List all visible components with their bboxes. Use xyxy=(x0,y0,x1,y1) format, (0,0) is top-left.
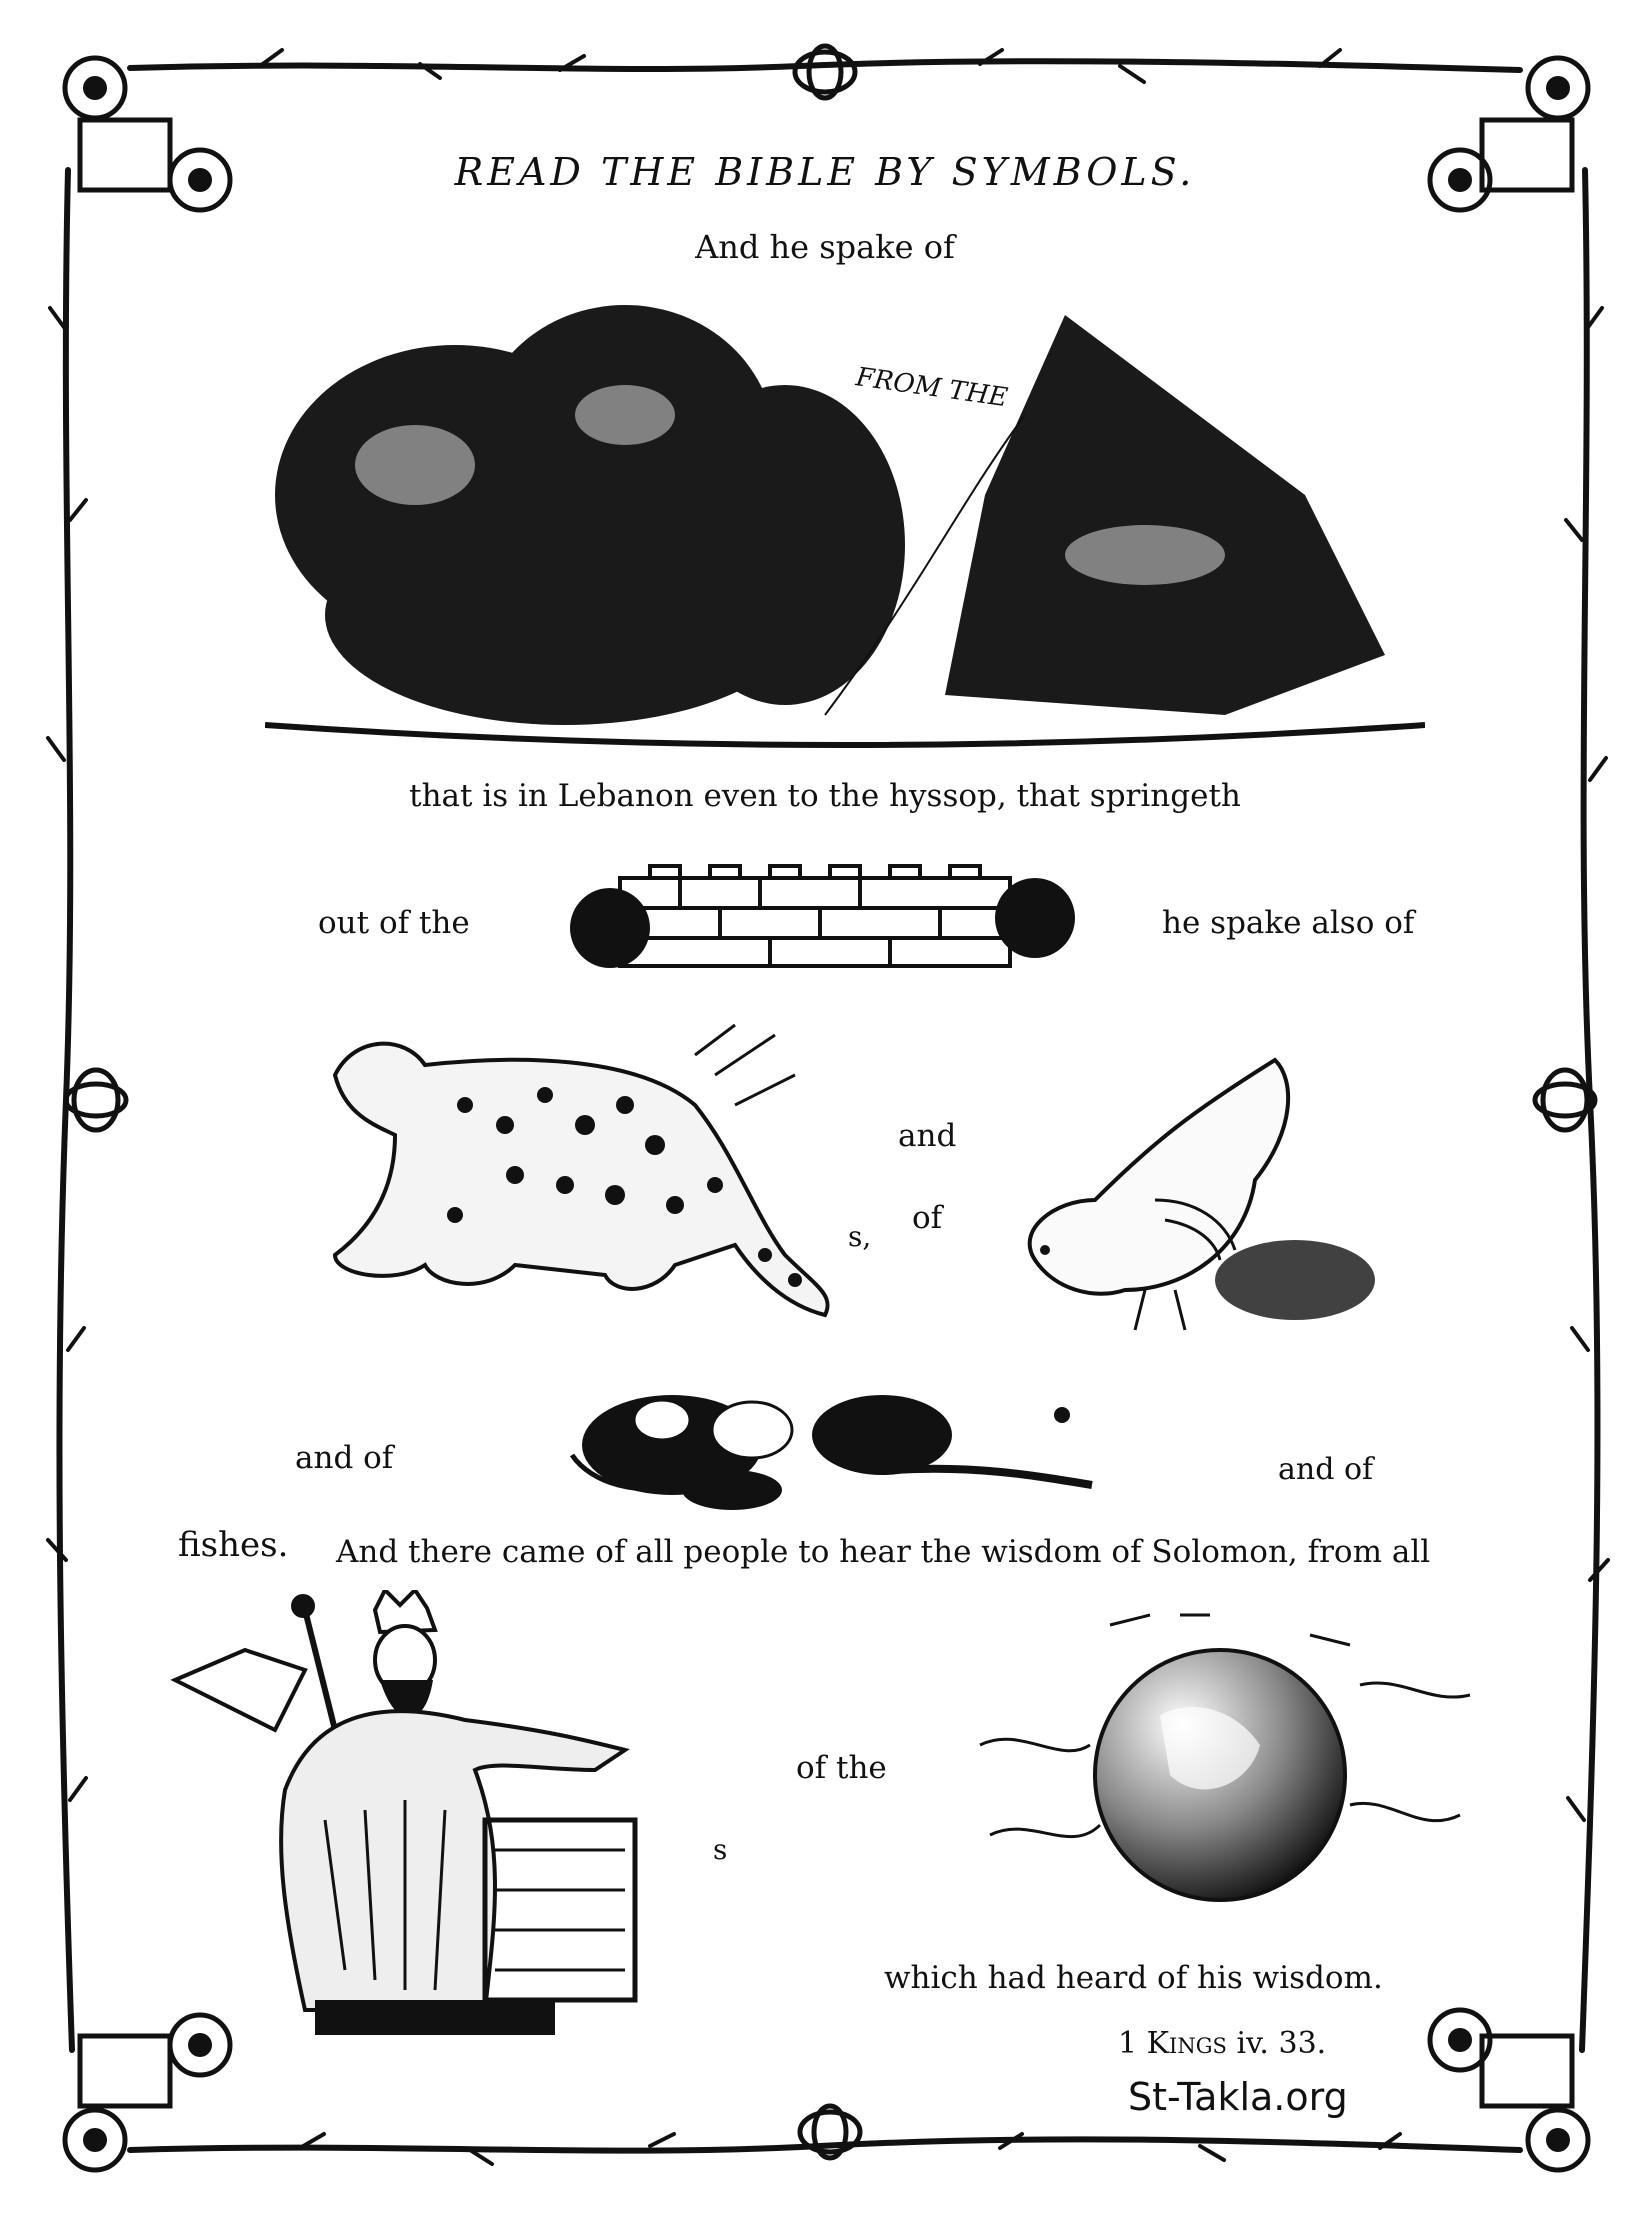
intro-text: And he spake of xyxy=(695,228,955,266)
scripture-reference xyxy=(1118,2026,1326,2061)
from-the-label: FROM THE xyxy=(854,362,1010,414)
and-text: and xyxy=(898,1118,957,1154)
fishes-text: fishes. xyxy=(178,1525,289,1565)
spake-also-text: he spake also of xyxy=(1162,905,1415,941)
earth-globe-illustration xyxy=(960,1605,1480,1905)
hen-illustration xyxy=(995,1050,1405,1335)
plural-s-text: s, xyxy=(848,1220,872,1253)
wall-illustration xyxy=(560,848,1075,976)
cedars-illustration xyxy=(265,295,1425,770)
and-of-text-left: and of xyxy=(295,1440,394,1476)
heard-line: which had heard of his wisdom. xyxy=(884,1960,1383,1996)
of-text: of xyxy=(912,1200,943,1236)
reference-book-name: Kings xyxy=(1146,2026,1227,2061)
leopard-illustration xyxy=(315,1015,845,1325)
creeping-things-illustration xyxy=(552,1375,1122,1515)
out-of-the-text: out of the xyxy=(318,905,470,941)
king-solomon-illustration xyxy=(165,1590,710,2040)
page-title: READ THE BIBLE BY SYMBOLS. xyxy=(454,150,1196,194)
of-the-text: of the xyxy=(796,1750,887,1786)
watermark: St-Takla.org xyxy=(1128,2075,1348,2119)
reference-book-number: 1 xyxy=(1118,2026,1138,2061)
plural-s-text-2: s xyxy=(713,1833,728,1866)
people-line: And there came of all people to hear the wisdom of Solomon, from all xyxy=(336,1534,1431,1570)
reference-chapter-verse: iv. 33. xyxy=(1236,2026,1327,2061)
lebanon-line: that is in Lebanon even to the hyssop, that springeth xyxy=(409,778,1241,814)
and-of-text-right: and of xyxy=(1278,1452,1374,1487)
